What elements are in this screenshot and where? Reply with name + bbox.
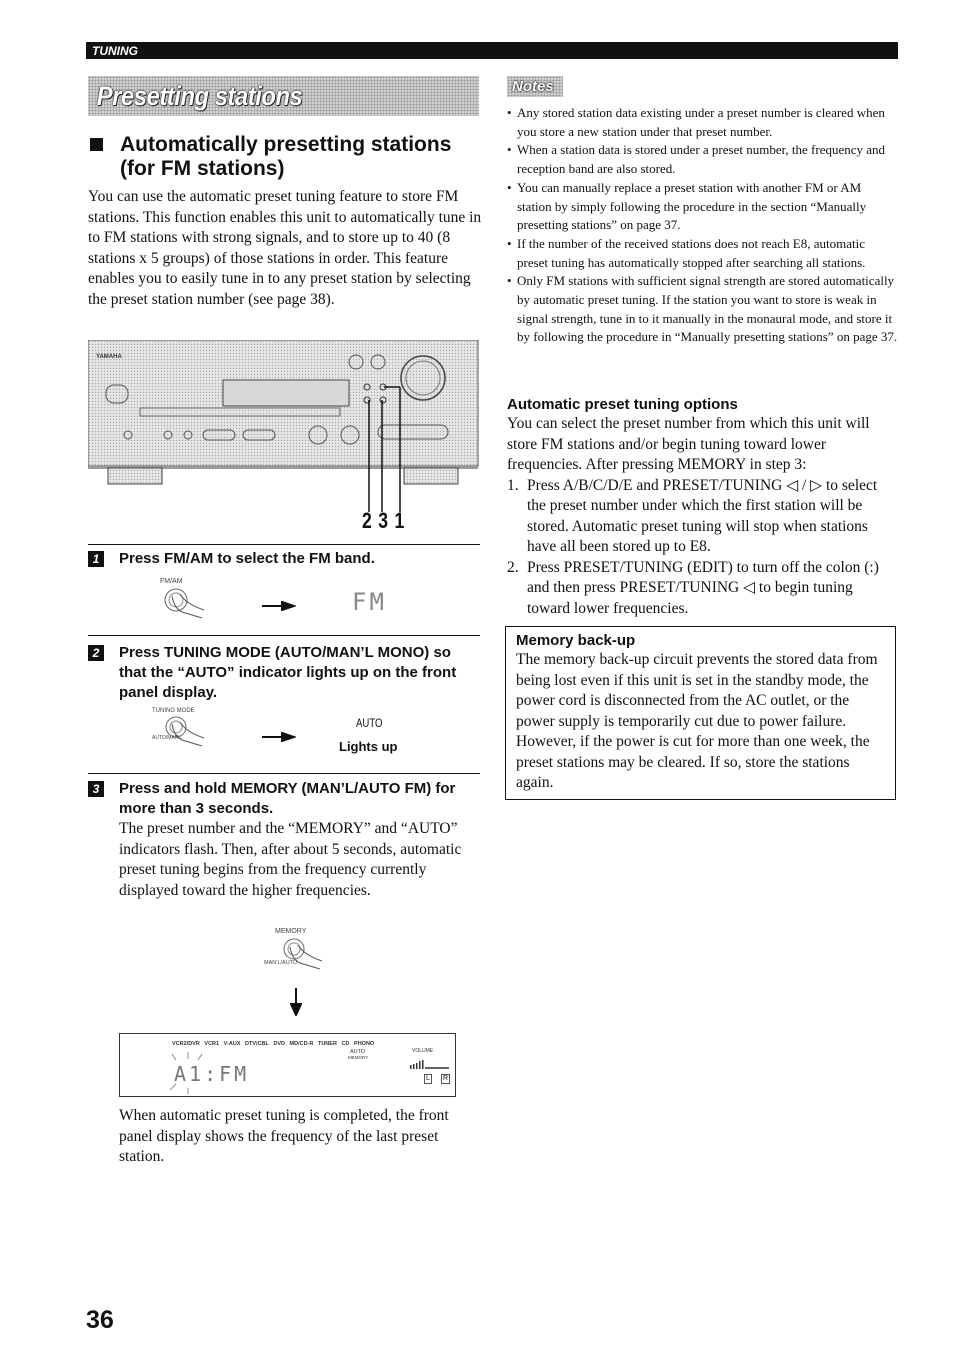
arrow-right-icon-svg	[262, 601, 296, 611]
auto-indicator: AUTO	[356, 716, 383, 730]
receiver-front-panel-drawing	[88, 340, 480, 540]
illustration-brand: YAMAHA	[96, 354, 122, 360]
note-item: • You can manually replace a preset station with another FM or AM station by simply following the procedure in the section “Manually presetting stations” on page 37.	[507, 179, 899, 235]
step-3	[88, 779, 480, 819]
completion-paragraph: When automatic preset tuning is completed, the front panel display shows the frequency of the last preset station.	[119, 1107, 449, 1165]
page-number: 36	[86, 1306, 114, 1334]
step-1-number: 1	[88, 551, 104, 567]
preset-options	[507, 395, 897, 619]
fm-display-readout: FM	[352, 588, 387, 616]
step-3-text: Press and hold MEMORY (MAN’L/AUTO FM) for more than 3 seconds.	[119, 780, 456, 817]
volume-bar-graph	[410, 1056, 450, 1074]
arrow-down-icon-svg	[290, 988, 302, 1016]
heading-line-1: Automatically presetting stations	[120, 133, 452, 156]
step-1	[88, 549, 480, 569]
note-item: • Only FM stations with sufficient signal strength are stored automatically by automatic preset tuning. If the station you want to store is weak in signal strength, tune in to it manually in the monaural mode, and store it by following the procedure in “Manually presetting stations” on page 37.	[507, 272, 899, 347]
hand-press-icon	[160, 714, 210, 748]
step-2-text: Press TUNING MODE (AUTO/MAN’L MONO) so that the “AUTO” indicator lights up on the front panel display.	[119, 644, 457, 701]
step-3-rule	[88, 773, 480, 774]
section-label: TUNING	[92, 44, 138, 58]
hand-press-icon	[160, 586, 210, 620]
receiver-illustration	[88, 340, 480, 540]
note-item: • When a station data is stored under a preset number, the frequency and reception band are also stored.	[507, 141, 899, 178]
fm-am-press-illustration	[160, 586, 210, 625]
fm-am-button-label: FM/AM	[160, 578, 183, 585]
step-2	[88, 643, 480, 703]
tuning-mode-button-label: TUNING MODE	[152, 708, 195, 714]
notes-band	[507, 76, 563, 97]
display-readout: A1:FM	[174, 1062, 250, 1086]
section-heading	[90, 133, 485, 181]
arrow-right-icon	[262, 598, 296, 616]
arrow-down-icon	[290, 988, 302, 1021]
step-3-number: 3	[88, 781, 104, 797]
option-number: 2.	[507, 558, 519, 576]
page-title: Presetting stations	[96, 81, 303, 111]
heading-line-2: (for FM stations)	[120, 157, 285, 180]
option-number: 1.	[507, 476, 519, 494]
tuning-mode-press-illustration	[160, 714, 210, 753]
step-1-text: Press FM/AM to select the FM band.	[119, 550, 375, 567]
display-input-labels: VCR2/DVR VCR1 V-AUX DTV/CBL DVD MD/CD-R TUNER CD PHONO	[172, 1041, 375, 1047]
step-2-rule	[88, 635, 480, 636]
title-band	[88, 76, 479, 116]
memory-button-label: MEMORY	[275, 928, 307, 935]
flash-rays-icon	[152, 1050, 272, 1098]
notes-title: Notes	[512, 78, 554, 95]
options-title: Automatic preset tuning options	[507, 396, 738, 413]
lights-up-caption: Lights up	[339, 739, 398, 754]
step-1-rule	[88, 544, 480, 545]
display-memory-indicator: MEMORY	[348, 1055, 369, 1060]
note-item: • Any stored station data existing under a preset number is cleared when you store a new station under that preset number.	[507, 104, 899, 141]
step-2-number: 2	[88, 645, 104, 661]
callout-numbers: 2 3 1	[362, 508, 406, 533]
tuning-mode-button-sublabel: AUTO/MAN’L	[152, 735, 183, 741]
step-3-detail: The preset number and the “MEMORY” and “AUTO” indicators flash. Then, after about 5 seconds, automatic preset tuning begins from the frequency currently displayed toward the higher frequencies.	[119, 820, 462, 899]
square-bullet-icon	[90, 138, 103, 151]
volume-bars-icon	[410, 1059, 450, 1069]
display-auto-indicator: AUTO	[350, 1049, 366, 1055]
option-text: Press PRESET/TUNING (EDIT) to turn off the colon (:) and then press PRESET/TUNING ◁ to begin tuning toward lower frequencies.	[527, 558, 879, 617]
memory-button-sublabel: MAN’L/AUTO	[264, 960, 298, 966]
option-item	[507, 558, 897, 620]
arrow-right-icon	[262, 729, 296, 747]
note-item: • If the number of the received stations does not reach E8, automatic preset tuning has automatically stopped after searching all stations.	[507, 235, 899, 272]
memory-backup-text: The memory back-up circuit prevents the stored data from being lost even if this unit is set in the standby mode, the power cord is disconnected from the AC outlet, or the power supply is temporarily cut due to power failure. However, if the power is cut for more than one week, the preset stations may be cleared. If so, store the stations again.	[516, 651, 878, 791]
memory-backup-title: Memory back-up	[516, 632, 636, 649]
notes-list	[507, 104, 899, 347]
section-header-bar	[86, 42, 898, 59]
arrow-right-icon-svg	[262, 732, 296, 742]
options-intro: You can select the preset number from which this unit will store FM stations and/or begin tuning toward lower frequencies. After pressing MEMORY in step 3:	[507, 415, 870, 473]
flash-marks-icon	[152, 1050, 272, 1103]
display-right-channel: R	[443, 1075, 449, 1082]
option-text: Press A/B/C/D/E and PRESET/TUNING ◁ / ▷ to select the preset number under which the first station will be stored. Automatic preset tuning will stop when stations have all been stored up to E8.	[527, 476, 878, 555]
display-volume-label: VOLUME	[412, 1048, 434, 1054]
memory-press-illustration	[280, 937, 326, 976]
intro-paragraph: You can use the automatic preset tuning feature to store FM stations. This function enables this unit to automatically tune in to FM stations with strong signals, and to store up to 40 (8 stations x 5 groups) of those stations in order. This feature enables you to easily tune in to any preset station by selecting the preset station number (see page 38).	[88, 188, 482, 308]
front-panel-display	[119, 1033, 456, 1097]
memory-backup-box	[505, 626, 896, 800]
option-item	[507, 476, 897, 558]
display-left-channel: L	[426, 1075, 430, 1082]
